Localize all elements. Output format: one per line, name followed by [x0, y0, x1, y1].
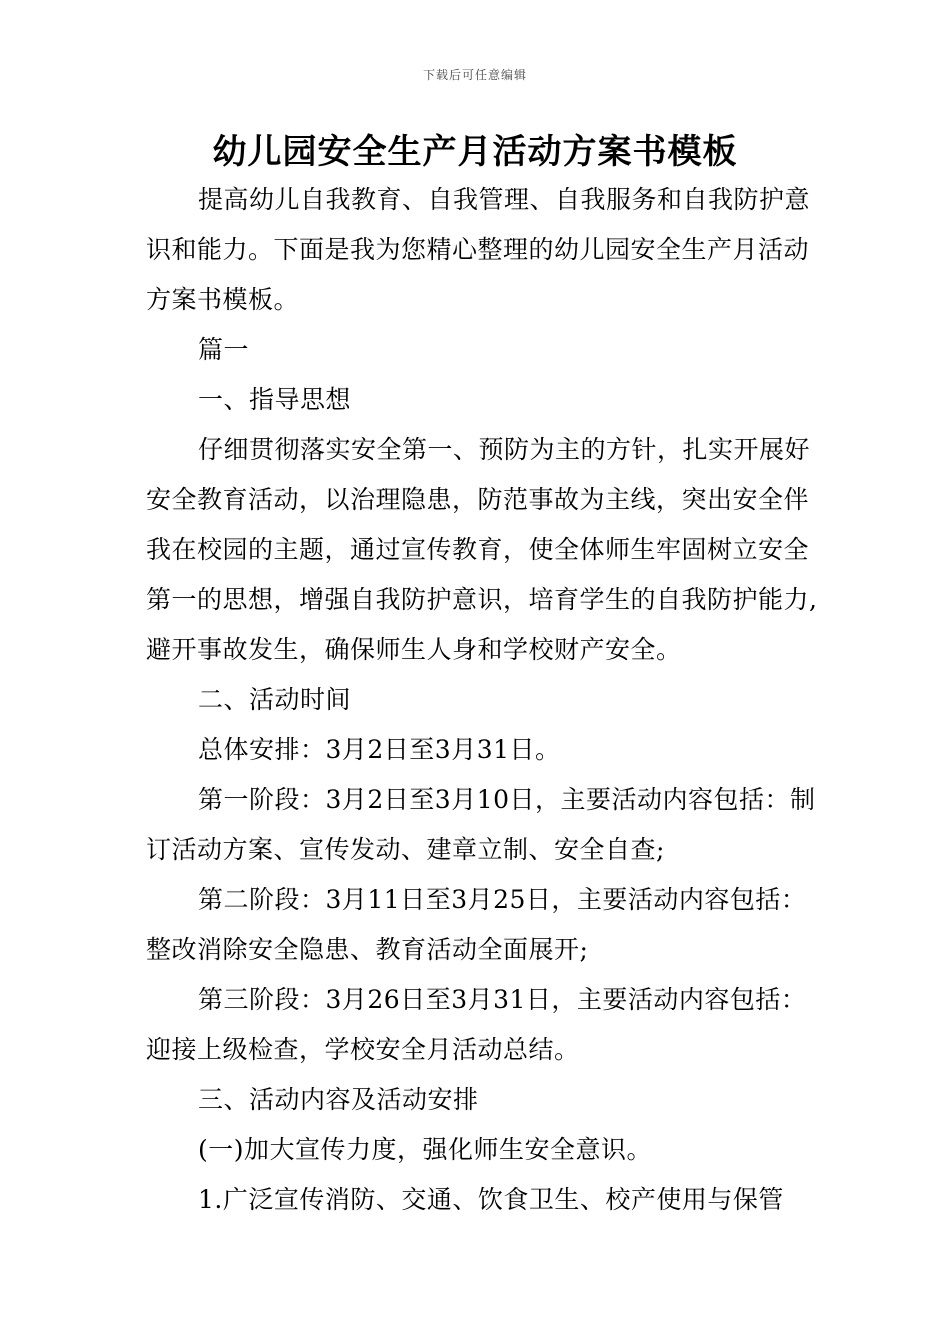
document-title: 幼儿园安全生产月活动方案书模板: [212, 132, 738, 172]
paragraph-stage-three: 第三阶段：3月26日至3月31日，主要活动内容包括：迎接上级检查，学校安全月活动总结。: [146, 985, 807, 1064]
heading-activity-content: 三、活动内容及活动安排: [198, 1085, 479, 1114]
paragraph-guiding-thought: 仔细贯彻落实安全第一、预防为主的方针，扎实开展好安全教育活动，以治理隐患，防范事故为主线，突出安全伴我在校园的主题，通过宣传教育，使全体师生牢固树立安全第一的思想，增强自我防护意识，培育学生的自我防护能力,避开事故发生，确保师生人身和学校财产安全。: [146, 435, 818, 664]
subheading-publicity: (一)加大宣传力度，强化师生安全意识。: [198, 1135, 653, 1164]
paragraph-intro: 提高幼儿自我教育、自我管理、自我服务和自我防护意识和能力。下面是我为您精心整理的幼儿园安全生产月活动方案书模板。: [146, 185, 811, 314]
paragraph-stage-one: 第一阶段：3月2日至3月10日，主要活动内容包括：制订活动方案、宣传发动、建章立制、安全自查;: [146, 785, 816, 864]
paragraph-stage-two: 第二阶段：3月11日至3月25日，主要活动内容包括：整改消除安全隐患、教育活动全面展开;: [146, 885, 807, 964]
header-note: 下载后可任意编辑: [422, 68, 527, 82]
paragraph-section-label: 篇一: [198, 335, 250, 364]
heading-activity-time: 二、活动时间: [198, 685, 352, 714]
paragraph-overall-schedule: 总体安排：3月2日至3月31日。: [198, 735, 561, 764]
list-item-1: 1.广泛宣传消防、交通、饮食卫生、校产使用与保管: [198, 1185, 784, 1214]
heading-guiding-thought: 一、指导思想: [198, 385, 352, 414]
document-body: [146, 175, 826, 1225]
